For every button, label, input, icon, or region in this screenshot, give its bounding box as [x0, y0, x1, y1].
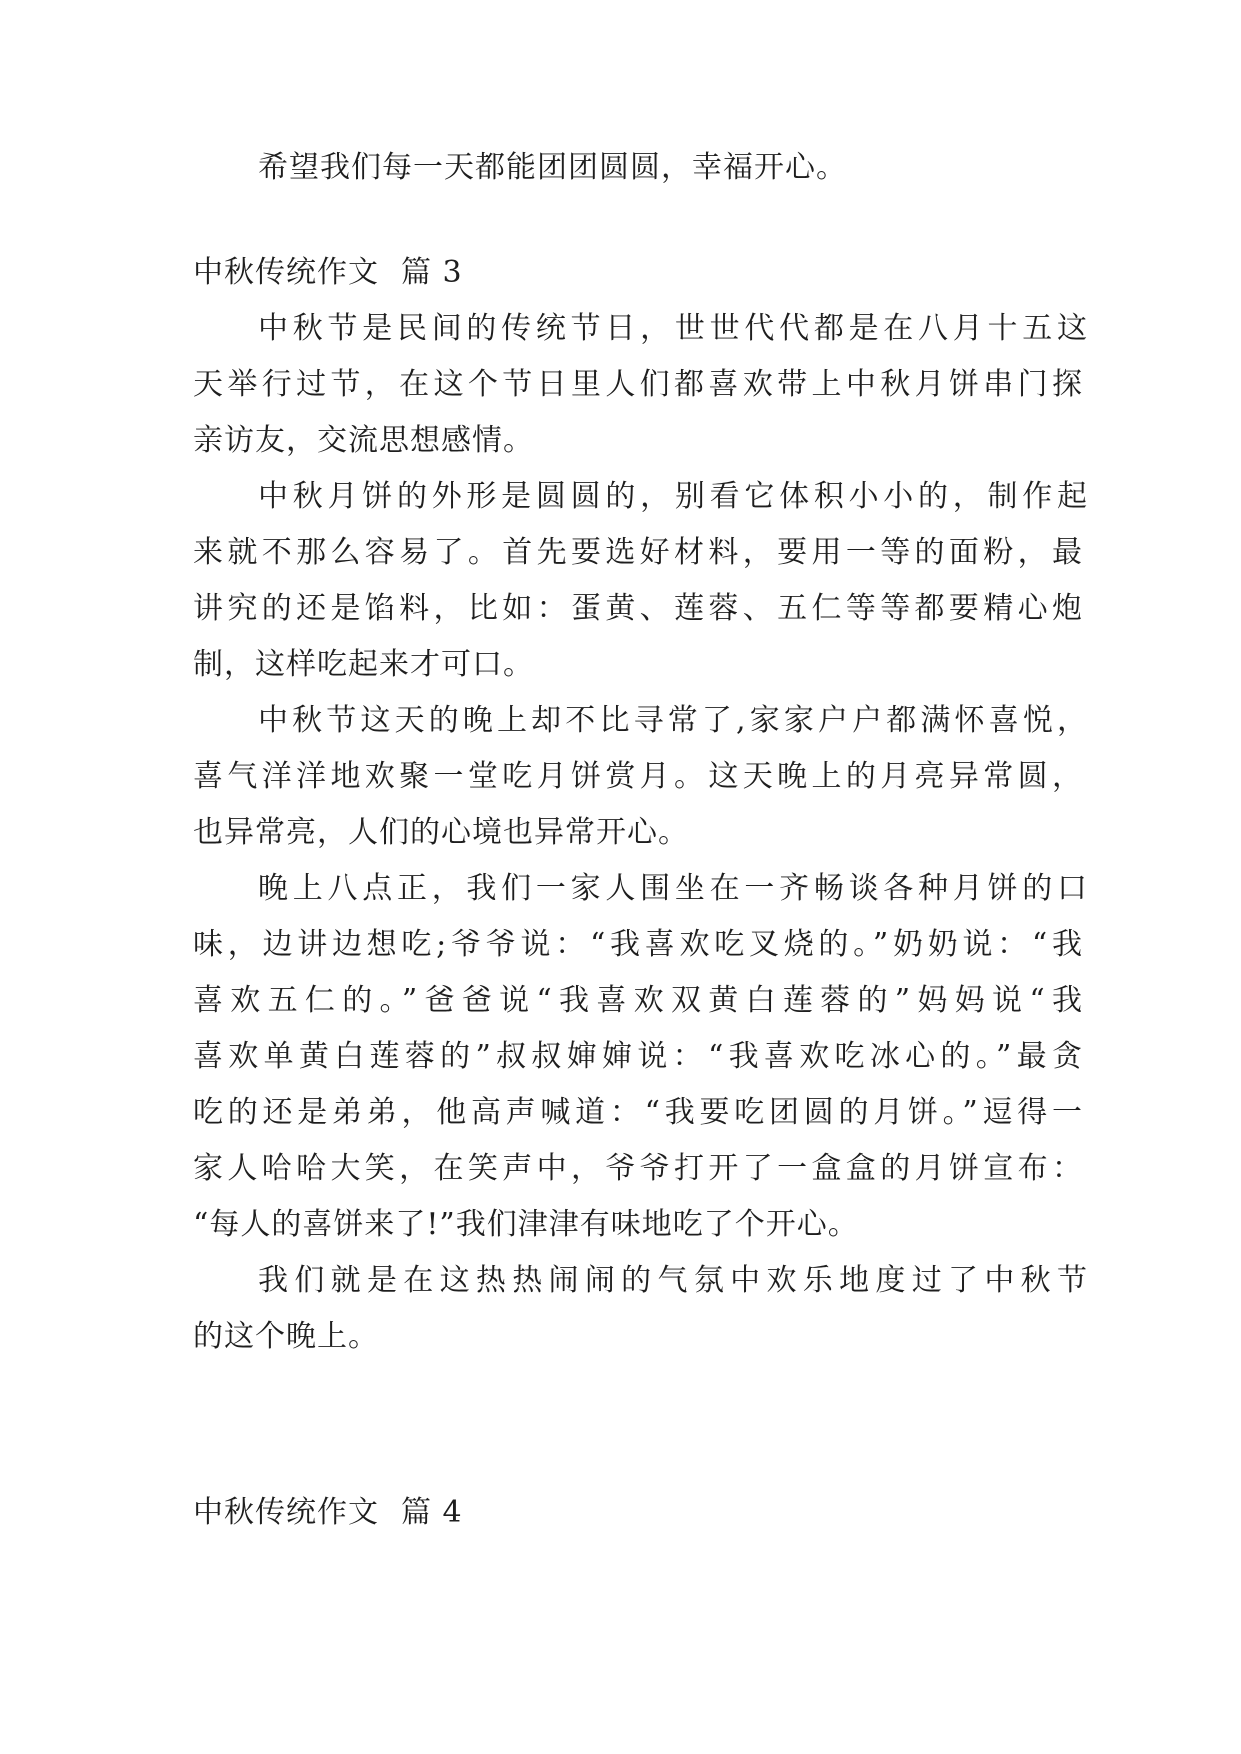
p5-line-2: 的这个晚上。 — [193, 1319, 379, 1354]
p2-line-4: 制，这样吃起来才可口。 — [193, 647, 534, 682]
p2-line-3: 讲究的还是馅料，比如：蛋黄、莲蓉、五仁等等都要精心炮 — [193, 591, 1083, 626]
p3-line-1: 中秋节这天的晚上却不比寻常了,家家户户都满怀喜悦， — [258, 703, 1088, 738]
section-4-title: 中秋传统作文 — [193, 1495, 379, 1530]
section-3-heading — [193, 253, 1083, 293]
p3-line-2: 喜气洋洋地欢聚一堂吃月饼赏月。这天晚上的月亮异常圆， — [193, 759, 1083, 794]
p4-line-5: 吃的还是弟弟，他高声喊道：“我要吃团圆的月饼。”逗得一 — [193, 1095, 1083, 1130]
p4-line-4: 喜欢单黄白莲蓉的”叔叔婶婶说：“我喜欢吃冰心的。”最贪 — [193, 1039, 1083, 1074]
p4-line-1: 晚上八点正，我们一家人围坐在一齐畅谈各种月饼的口 — [258, 871, 1088, 906]
p2-line-2: 来就不那么容易了。首先要选好材料，要用一等的面粉，最 — [193, 535, 1083, 570]
p4-line-7: “每人的喜饼来了!”我们津津有味地吃了个开心。 — [193, 1207, 859, 1242]
intro-line: 希望我们每一天都能团团圆圆，幸福开心。 — [258, 150, 847, 185]
p1-line-3: 亲访友，交流思想感情。 — [193, 423, 534, 458]
p3-line-3: 也异常亮，人们的心境也异常开心。 — [193, 815, 689, 850]
p4-line-3: 喜欢五仁的。”爸爸说“我喜欢双黄白莲蓉的”妈妈说“我 — [193, 983, 1083, 1018]
p1-line-1: 中秋节是民间的传统节日，世世代代都是在八月十五这 — [258, 311, 1088, 346]
p4-line-2: 味，边讲边想吃;爷爷说：“我喜欢吃叉烧的。”奶奶说：“我 — [193, 927, 1083, 962]
p2-line-1: 中秋月饼的外形是圆圆的，别看它体积小小的，制作起 — [258, 479, 1088, 514]
p4-line-6: 家人哈哈大笑，在笑声中，爷爷打开了一盒盒的月饼宣布： — [193, 1151, 1083, 1186]
p1-line-2: 天举行过节，在这个节日里人们都喜欢带上中秋月饼串门探 — [193, 367, 1083, 402]
section-3-title: 中秋传统作文 — [193, 255, 379, 290]
section-4-number: 篇 4 — [401, 1495, 463, 1530]
section-3-number: 篇 3 — [401, 255, 463, 290]
section-4-heading — [193, 1493, 1083, 1533]
p5-line-1: 我们就是在这热热闹闹的气氛中欢乐地度过了中秋节 — [258, 1263, 1088, 1298]
